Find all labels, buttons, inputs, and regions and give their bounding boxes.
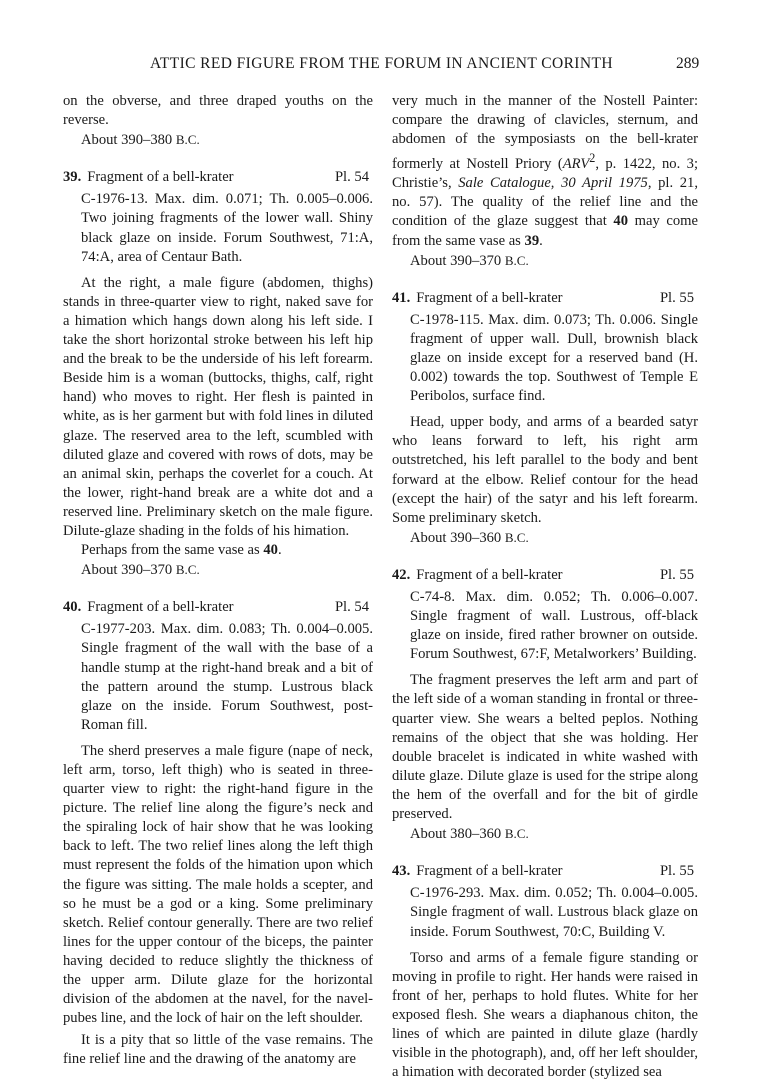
attribution-note-39: Perhaps from the same vase as 40. xyxy=(81,542,282,559)
entry-number: 39. xyxy=(63,169,82,186)
entry-title: Fragment of a bell-krater xyxy=(87,169,234,186)
entry-heading-40 xyxy=(63,598,373,617)
description-43: Torso and arms of a female figure standing or moving in profile to right. Her hands were raised in front of her, perhaps to hold flutes. White for her exposed flesh. She wears a diaphanous chiton, the lines of which are painted in dilute glaze (hardly visible in the photograph), and, off her left shoulder, a himation with decorated border (stylized sea xyxy=(392,949,698,1081)
entry-heading-42 xyxy=(392,566,698,585)
running-header xyxy=(0,55,764,77)
entry-title: Fragment of a bell-krater xyxy=(416,863,563,880)
catalog-data-40: C-1977-203. Max. dim. 0.083; Th. 0.004–0.005. Single fragment of the wall with the base of a handle stump at the right-hand break and a bit of the pattern around the stump. Lustrous black glaze on the inside. Forum Southwest, post-Roman fill. xyxy=(81,621,373,733)
description-41: Head, upper body, and arms of a bearded satyr who leans forward to left, his right arm outstretched, his left parallel to the body and bent forward at the elbow. Relief contour for the head (except the hair) of the satyr and his left forearm. Some preliminary sketch. xyxy=(392,414,698,526)
description-40: The sherd preserves a male figure (nape of neck, left arm, torso, left thigh) who is seated in three-quarter view to right: the right-hand figure in the picture. The relief line along the figure’s neck and the spiraling lock of hair show that he was looking back to left. The two relief lines along the left thigh must represent the folds of the himation upon which the figure was sitting. The male holds a scepter, and so he must be a god or a king. Some preliminary sketch. Relief contour generally. There are two relief lines for the upper contour of the biceps, the painter having decided to reduce slightly the thickness of the upper arm. Dilute glaze for the horizontal division of the abdomen at the navel, for the navel-pubes line, and the lock of hair on the left shoulder. xyxy=(63,742,373,1027)
description-42: The fragment preserves the left arm and part of the left side of a woman standing in frontal or three-quarter view. She wears a belted peplos. Nothing remains of the object that she was holding. Her double bracelet is indicated in white washed with dilute glaze. Dilute glaze is used for the stripe along the hem of the overfall and for the bit of girdle preserved. xyxy=(392,672,698,823)
entry-heading-43 xyxy=(392,862,698,881)
entry-heading-41 xyxy=(392,289,698,308)
right-column xyxy=(392,92,698,1082)
entry-number: 40. xyxy=(63,599,82,616)
left-column xyxy=(63,92,373,1070)
catalog-data-42: C-74-8. Max. dim. 0.052; Th. 0.006–0.007. Single fragment of wall. Lustrous, off-black glaze on inside, fired rather browner on outside. Forum Southwest, 67:F, Metalworkers’ Building. xyxy=(410,589,698,663)
plate-reference: Pl. 54 xyxy=(334,599,369,616)
discussion-40: It is a pity that so little of the vase remains. The fine relief line and the drawing of the anatomy are xyxy=(63,1032,373,1068)
plate-reference: Pl. 54 xyxy=(334,169,369,186)
date-line: About 390–370 B.C. xyxy=(410,252,529,269)
intro-paragraph: on the obverse, and three draped youths on the reverse. xyxy=(63,93,373,129)
date-line: About 390–370 B.C. xyxy=(81,562,200,579)
continued-discussion-40: very much in the manner of the Nostell Painter: compare the drawing of clavicles, sternum, and abdomen of the symposiasts on the bell-krater formerly at Nostell Priory (ARV$^2$, p. 1422, no. 3; Christie’s, Sale Catalogue, 30 April 1975, pl. 21, no. 57). The quality of the relief line and the condition of the glaze suggest that 40 may come from the same vase as 39. xyxy=(392,93,699,249)
description-39: At the right, a male figure (abdomen, thighs) stands in three-quarter view to right, naked save for a himation which hangs down along his left side. I take the short horizontal stroke between his left hip and the break to be the underside of his left forearm. Beside him is a woman (buttocks, thighs, calf, right hand) who moves to right. Her flesh is painted in white, as is her garment but with fold lines in diluted glaze. The reserved area to the left, scumbled with diluted glaze and covered with rows of dots, may be an animal skin, perhaps the coverlet for a couch. At the lower, right-hand break are a white dot and a reserved line. Preliminary sketch on the male figure. Dilute-glaze shading in the folds of his himation. xyxy=(63,274,373,539)
plate-reference: Pl. 55 xyxy=(659,566,694,583)
entry-heading-39 xyxy=(63,168,373,187)
entry-title: Fragment of a bell-krater xyxy=(416,566,563,583)
entry-title: Fragment of a bell-krater xyxy=(87,599,234,616)
catalog-data-43: C-1976-293. Max. dim. 0.052; Th. 0.004–0.005. Single fragment of wall. Lustrous black glaze on inside. Forum Southwest, 70:C, Building V. xyxy=(410,885,698,940)
plate-reference: Pl. 55 xyxy=(659,289,694,306)
date-line: About 390–380 B.C. xyxy=(81,132,200,149)
entry-title: Fragment of a bell-krater xyxy=(416,289,563,306)
plate-reference: Pl. 55 xyxy=(659,863,694,880)
entry-number: 42. xyxy=(392,566,411,583)
page-number: 289 xyxy=(676,55,700,72)
catalog-data-41: C-1978-115. Max. dim. 0.073; Th. 0.006. Single fragment of upper wall. Dull, brownish black glaze on inside except for a reserved band (H. 0.002) towards the top. Southwest of Temple E Peribolos, surface find. xyxy=(410,311,698,405)
entry-number: 41. xyxy=(392,289,411,306)
running-title: ATTIC RED FIGURE FROM THE FORUM IN ANCIENT CORINTH xyxy=(150,55,613,72)
entry-number: 43. xyxy=(392,863,411,880)
date-line: About 390–360 B.C. xyxy=(410,529,529,546)
catalog-data-39: C-1976-13. Max. dim. 0.071; Th. 0.005–0.006. Two joining fragments of the lower wall. Shiny black glaze on inside. Forum Southwest, 71:A, 74:A, area of Centaur Bath. xyxy=(81,191,373,265)
date-line: About 380–360 B.C. xyxy=(410,826,529,843)
